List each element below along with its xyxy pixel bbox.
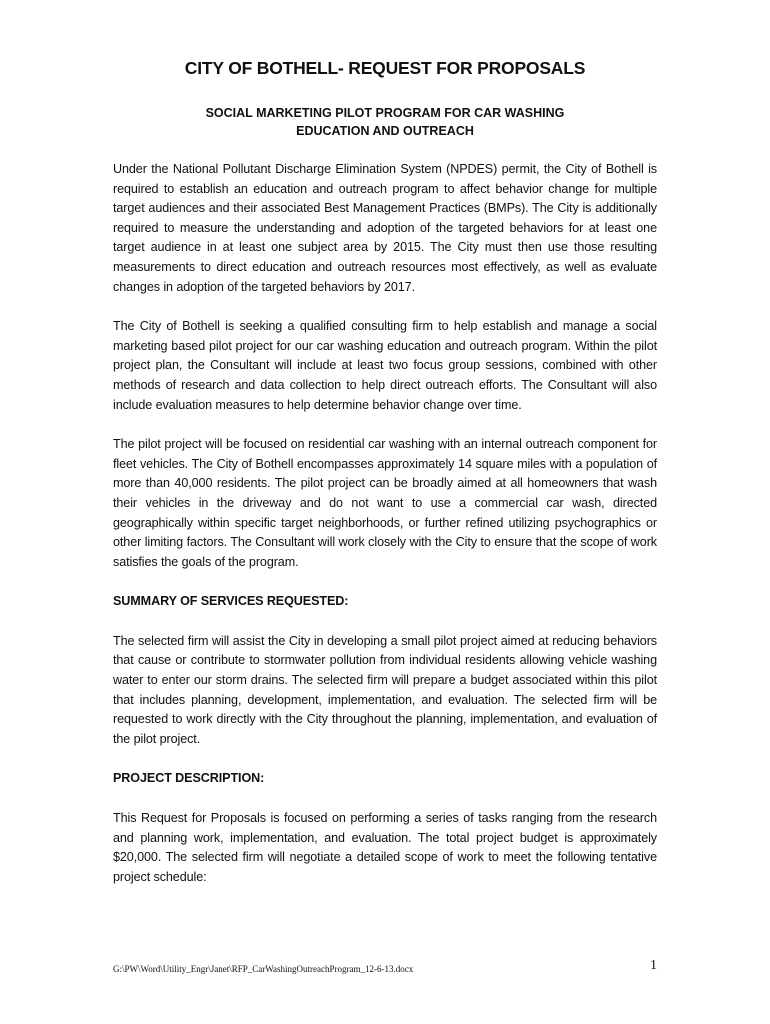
document-body [113,160,657,907]
summary-paragraph: The selected firm will assist the City in developing a small pilot project aimed at reducing behaviors that cause or contribute to stormwater pollution from individual residents allowing vehicle washing water to enter our storm drains. The selected firm will prepare a budget associated within this pilot that includes planning, development, implementation, and evaluation. The selected firm will be requested to work directly with the City throughout the planning, implementation, and evaluation of the pilot project. [113,633,657,746]
page-number: 1 [650,958,657,973]
intro-paragraph-pilot: The pilot project will be focused on residential car washing with an internal outreach component for fleet vehicles. The City of Bothell encompasses approximately 14 square miles with a population of more than 40,000 residents. The pilot project can be broadly aimed at all homeowners that wash their vehicles in the driveway and do not want to use a commercial car wash, directed geographically within specific target neighborhoods, or further refined utilizing psychographics or other limiting factors. The Consultant will work closely with the City to ensure that the scope of work satisfies the goals of the program. [113,437,657,569]
footer-file-path: G:\PW\Word\Utility_Engr\Janet\RFP_CarWashingOutreachProgram_12-6-13.docx [113,964,414,974]
subtitle-line-2: EDUCATION AND OUTREACH [296,124,474,138]
document-title: CITY OF BOTHELL- REQUEST FOR PROPOSALS [184,58,586,78]
subtitle-line-1: SOCIAL MARKETING PILOT PROGRAM FOR CAR WASHING [205,106,565,120]
intro-paragraph-npdes: Under the National Pollutant Discharge Elimination System (NPDES) permit, the City of Bothell is required to establish an education and outreach program to affect behavior change for multiple target audiences and their associated Best Management Practices (BMPs). The City is additionally required to measure the understanding and adoption of the targeted behaviors for at least one target audience in at least one subject area by 2015. The City must then use those resulting measurements to direct education and outreach resources most effectively, as well as evaluate changes in adoption of the targeted behaviors by 2017. [113,162,657,294]
intro-paragraph-consultant: The City of Bothell is seeking a qualified consulting firm to help establish and manage a social marketing based pilot project for our car washing education and outreach program. Within the pilot project plan, the Consultant will include at least two focus group sessions, combined with other methods of research and data collection to help direct outreach efforts. The Consultant will also include evaluation measures to help determine behavior change over time. [113,319,657,412]
summary-heading: SUMMARY OF SERVICES REQUESTED: [113,594,349,609]
project-description-heading: PROJECT DESCRIPTION: [113,771,265,786]
project-description-paragraph: This Request for Proposals is focused on performing a series of tasks ranging from the research and planning work, implementation, and evaluation. The total project budget is approximately $20,000. The selected firm will negotiate a detailed scope of work to meet the following tentative project schedule: [113,811,657,884]
document-subtitle [0,104,770,140]
